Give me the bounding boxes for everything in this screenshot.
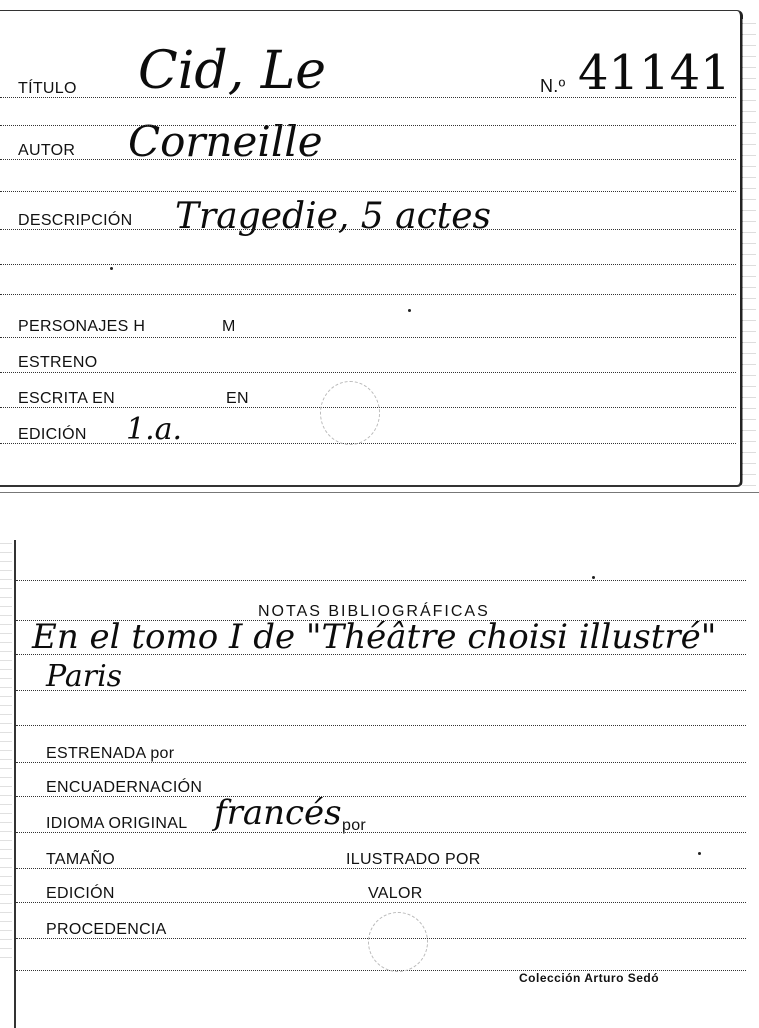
- catalog-card-back: [14, 540, 759, 1028]
- rule-b3: [16, 725, 746, 726]
- catalog-card-front: [0, 10, 743, 487]
- descripcion-value: Tragedie, 5 actes: [175, 196, 492, 237]
- idioma-label: IDIOMA ORIGINAL: [46, 815, 188, 832]
- estrenada-label: ESTRENADA por: [46, 745, 175, 762]
- rule-3: [0, 264, 736, 265]
- titulo-label: TÍTULO: [18, 80, 77, 97]
- titulo-value: Cid, Le: [138, 41, 327, 101]
- numero-value: 41141: [578, 45, 731, 101]
- rule-edicion-back: [16, 902, 746, 903]
- scan-edge-noise: [742, 19, 756, 489]
- autor-value: Corneille: [128, 117, 323, 166]
- edicion-back-label: EDICIÓN: [46, 885, 115, 902]
- faint-stamp: [368, 912, 428, 972]
- rule-tamano: [16, 868, 746, 869]
- edicion-value: 1.a.: [126, 412, 183, 447]
- edicion-label: EDICIÓN: [18, 426, 87, 443]
- rule-estrenada: [16, 762, 746, 763]
- numero-label: N.º: [540, 76, 566, 96]
- m-label: M: [222, 318, 236, 335]
- rule-nota1: [16, 654, 746, 655]
- rule-descripcion: [0, 229, 736, 230]
- nota-line2: Paris: [46, 659, 123, 694]
- card-separator: [0, 492, 759, 493]
- ilustrado-label: ILUSTRADO POR: [346, 851, 481, 868]
- escrita-label: ESCRITA EN: [18, 390, 115, 407]
- rule-personajes: [0, 337, 736, 338]
- personajes-label: PERSONAJES H: [18, 318, 146, 335]
- encuadernacion-label: ENCUADERNACIÓN: [46, 779, 203, 796]
- coleccion-imprint: Colección Arturo Sedó: [519, 971, 660, 985]
- rule-b0: [16, 580, 746, 581]
- tamano-label: TAMAÑO: [46, 851, 116, 868]
- por-label: por: [342, 817, 367, 834]
- scan-edge-noise: [0, 540, 12, 960]
- rule-nota2: [16, 690, 746, 691]
- rule-4: [0, 294, 736, 295]
- rule-encuadernacion: [16, 796, 746, 797]
- valor-label: VALOR: [368, 885, 423, 902]
- rule-autor: [0, 159, 736, 160]
- idioma-value: francés: [214, 793, 342, 833]
- faint-stamp: [320, 381, 380, 445]
- estreno-label: ESTRENO: [18, 354, 98, 371]
- rule-1: [0, 125, 736, 126]
- nota-line1: En el tomo I de "Théâtre choisi illustré": [32, 617, 717, 657]
- speck: [592, 576, 595, 579]
- rule-edicion: [0, 443, 736, 444]
- rule-estreno: [0, 372, 736, 373]
- speck: [698, 852, 701, 855]
- autor-label: AUTOR: [18, 142, 76, 159]
- rule-idioma: [16, 832, 746, 833]
- en-label: EN: [226, 390, 249, 407]
- speck: [408, 309, 411, 312]
- rule-2: [0, 191, 736, 192]
- rule-titulo: [0, 97, 736, 98]
- notas-title: NOTAS BIBLIOGRÁFICAS: [258, 603, 490, 620]
- speck: [110, 267, 113, 270]
- descripcion-label: DESCRIPCIÓN: [18, 212, 133, 229]
- procedencia-label: PROCEDENCIA: [46, 921, 167, 938]
